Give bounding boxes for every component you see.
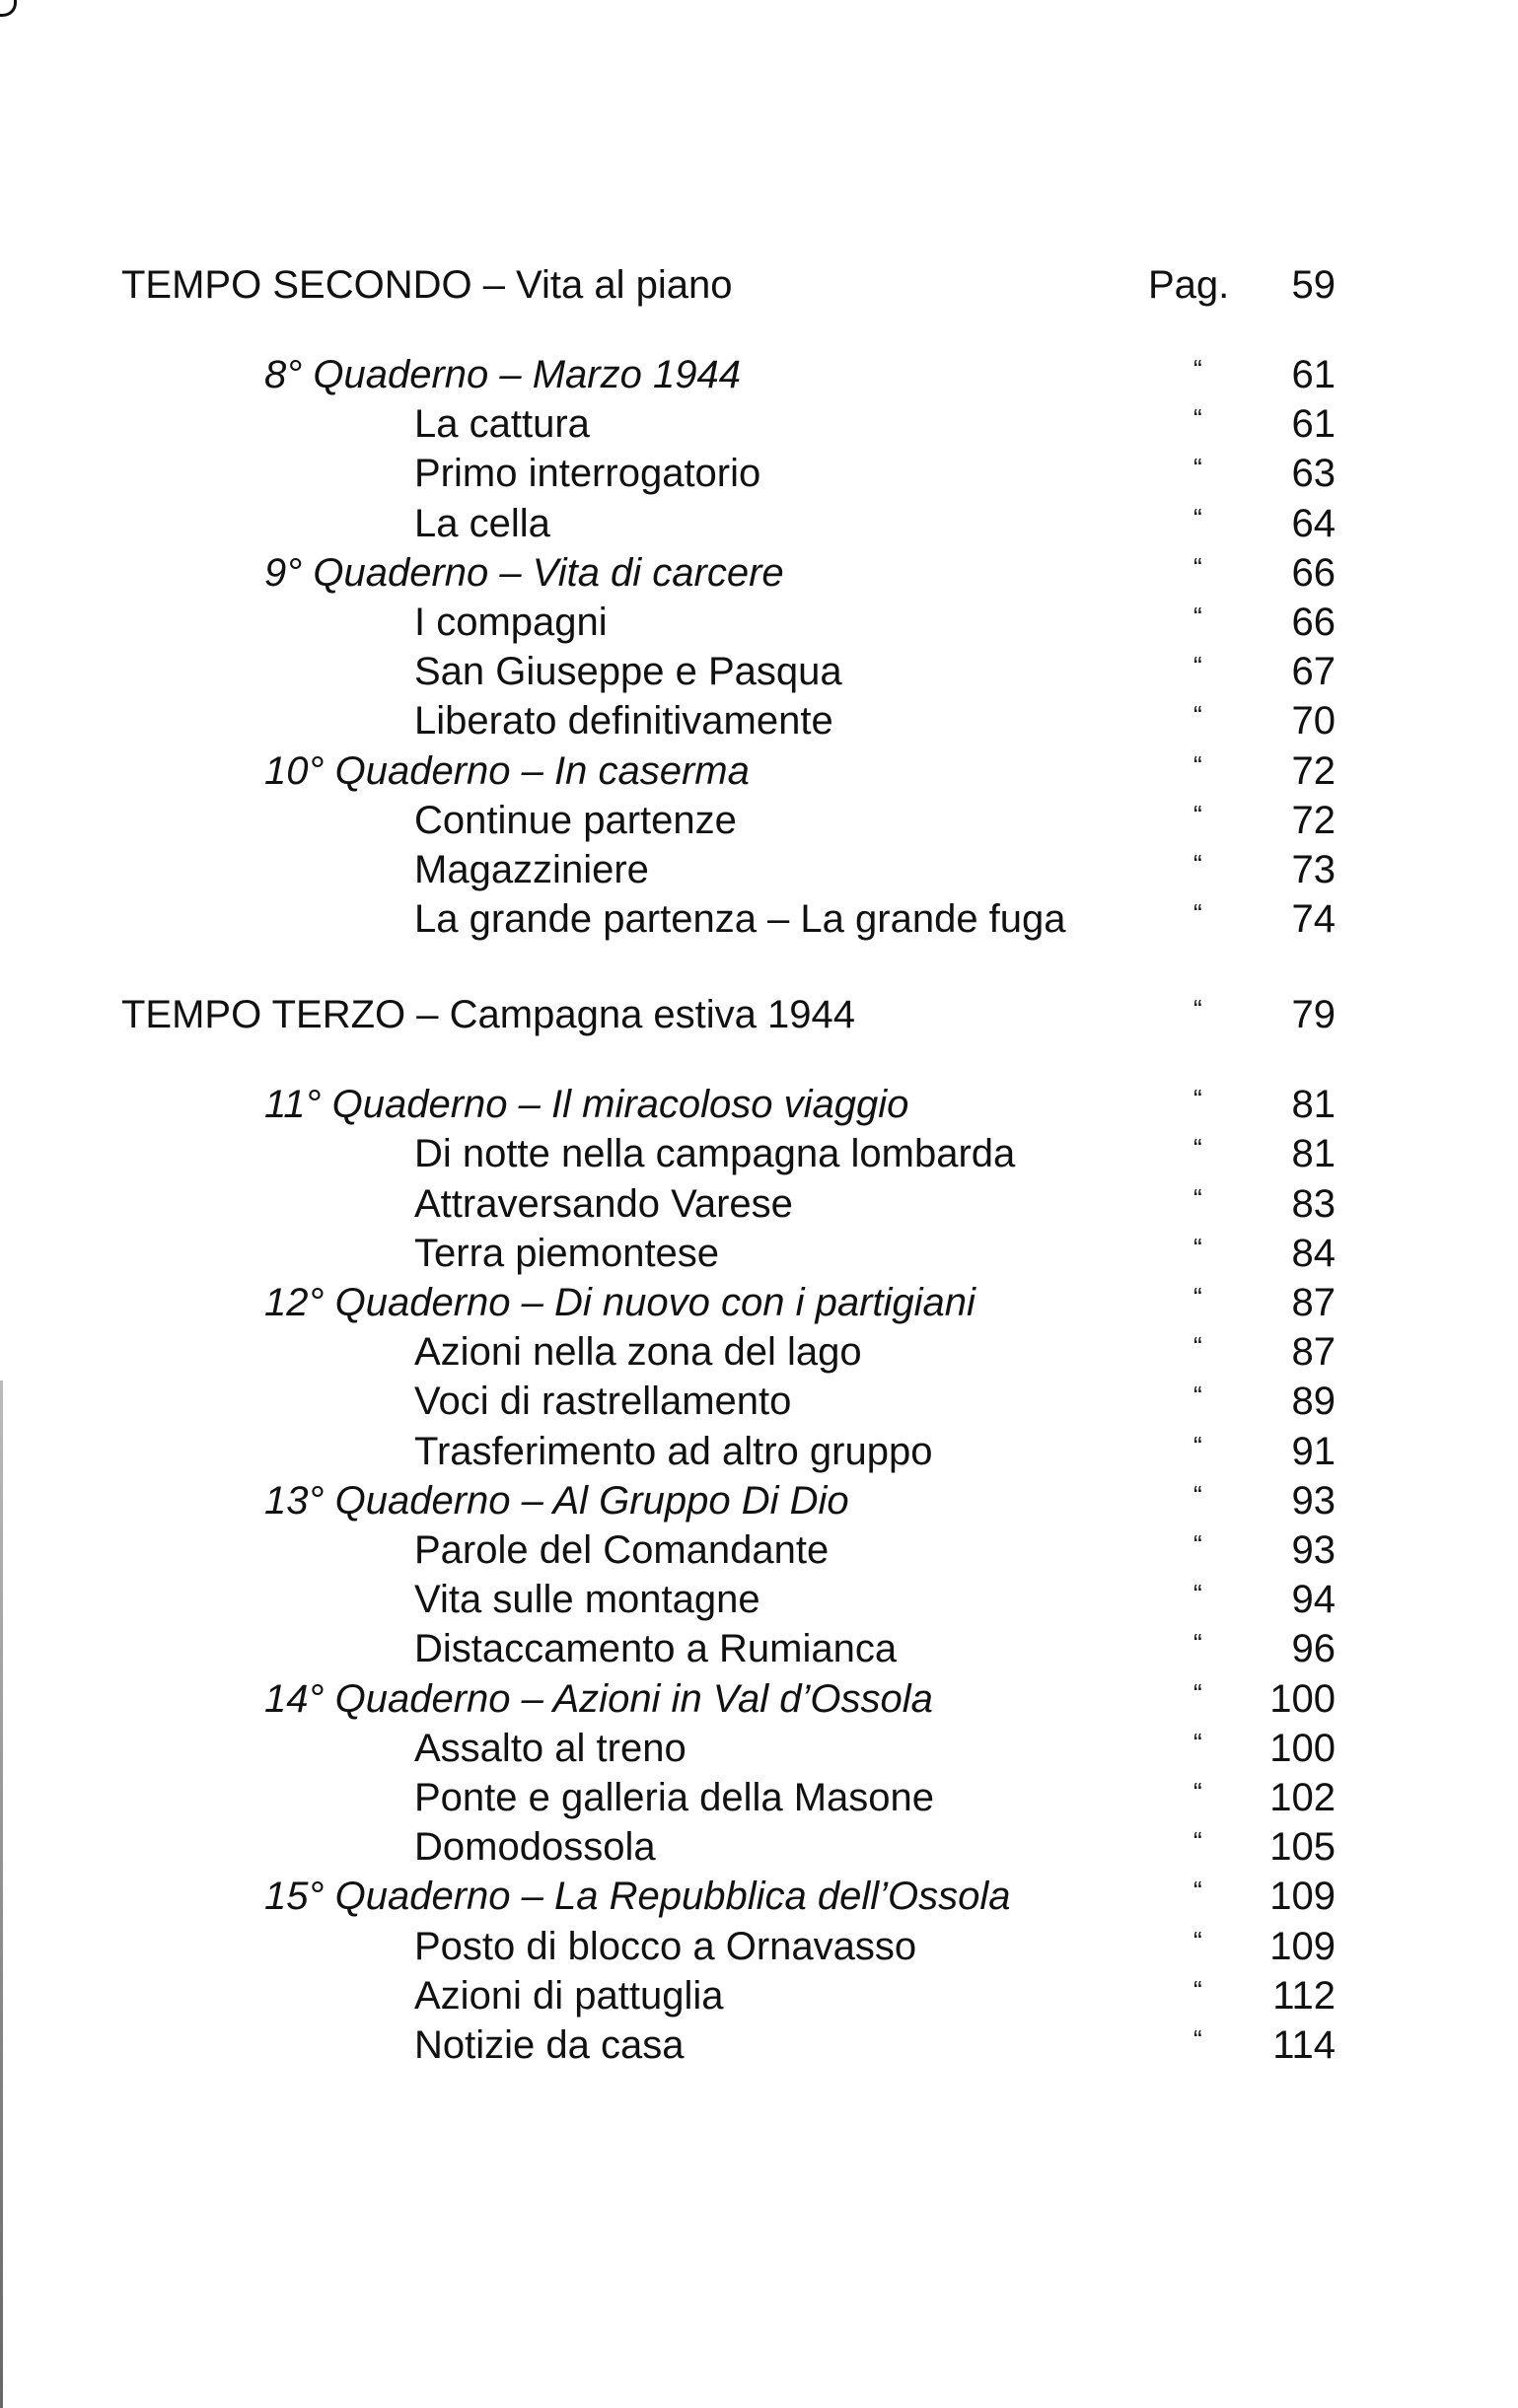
toc-section-entry: [0, 1129, 1518, 1178]
ditto-mark: “: [1193, 1678, 1202, 1708]
toc-page-number: 61: [1291, 402, 1336, 446]
ditto-mark: “: [1193, 651, 1202, 680]
toc-section-entry: [0, 1624, 1518, 1673]
toc-entry-title: 9° Quaderno – Vita di carcere: [264, 551, 784, 595]
toc-section-entry: [0, 1377, 1518, 1426]
page-label: Pag.: [1148, 263, 1230, 307]
toc-page-number: 74: [1291, 897, 1336, 941]
toc-page-number: 112: [1272, 1974, 1336, 2018]
toc-page-number: 114: [1272, 2023, 1336, 2067]
toc-entry-title: San Giuseppe e Pasqua: [414, 650, 842, 693]
toc-entry-title: 13° Quaderno – Al Gruppo Di Dio: [264, 1479, 849, 1523]
toc-section-entry: [0, 1575, 1518, 1624]
toc-entry-title: Azioni di pattuglia: [414, 1974, 724, 2018]
toc-entry-title: Trasferimento ad altro gruppo: [414, 1430, 933, 1473]
toc-entry-title: 10° Quaderno – In caserma: [264, 749, 750, 793]
toc-page-number: 64: [1291, 502, 1336, 545]
toc-entry-title: 14° Quaderno – Azioni in Val d’Ossola: [264, 1677, 933, 1721]
toc-page-number: 81: [1291, 1132, 1336, 1175]
toc-page-number: 70: [1291, 699, 1336, 743]
toc-entry-title: I compagni: [414, 601, 608, 644]
ditto-mark: “: [1193, 1133, 1202, 1163]
toc-section-entry: [0, 1427, 1518, 1476]
toc-chapter-entry: [0, 1674, 1518, 1724]
toc-entry-title: 12° Quaderno – Di nuovo con i partigiani: [264, 1281, 976, 1324]
toc-entry-title: Attraversando Varese: [414, 1182, 793, 1226]
toc-page-number: 105: [1269, 1825, 1336, 1869]
toc-chapter-entry: [0, 1080, 1518, 1129]
toc-section-entry: [0, 1971, 1518, 2020]
ditto-mark: “: [1193, 354, 1202, 384]
toc-entry-title: La grande partenza – La grande fuga: [414, 897, 1066, 941]
toc-entry-title: Posto di blocco a Ornavasso: [414, 1925, 917, 1968]
ditto-mark: “: [1193, 503, 1202, 532]
toc-page-number: 93: [1291, 1479, 1336, 1523]
toc-section-entry: [0, 2020, 1518, 2070]
toc-section-entry: [0, 845, 1518, 894]
toc-page-number: 81: [1291, 1083, 1336, 1126]
ditto-mark: “: [1193, 552, 1202, 582]
toc-page-number: 79: [1291, 993, 1336, 1036]
toc-entry-title: TEMPO TERZO – Campagna estiva 1944: [121, 993, 856, 1036]
toc-section-entry: [0, 1179, 1518, 1229]
toc-page-number: 67: [1291, 650, 1336, 693]
toc-page-number: 102: [1269, 1776, 1336, 1819]
toc-page-number: 84: [1291, 1232, 1336, 1275]
toc-section-entry: [0, 499, 1518, 548]
ditto-mark: “: [1193, 1282, 1202, 1311]
toc-page-number: 94: [1291, 1578, 1336, 1621]
ditto-mark: “: [1193, 1480, 1202, 1510]
toc-part-heading: [0, 260, 1518, 310]
toc-page-number: 89: [1291, 1380, 1336, 1423]
scan-corner-mark: [0, 0, 17, 17]
toc-entry-title: Notizie da casa: [414, 2023, 685, 2067]
toc-entry-title: 15° Quaderno – La Repubblica dell’Ossola: [264, 1875, 1011, 1918]
toc-chapter-entry: [0, 548, 1518, 598]
toc-entry-title: Magazziniere: [414, 848, 649, 891]
toc-page-number: 72: [1291, 799, 1336, 842]
toc-entry-title: Azioni nella zona del lago: [414, 1330, 862, 1374]
ditto-mark: “: [1193, 1728, 1202, 1757]
toc-page-number: 73: [1291, 848, 1336, 891]
ditto-mark: “: [1193, 700, 1202, 730]
toc-page-number: 63: [1291, 452, 1336, 495]
ditto-mark: “: [1193, 994, 1202, 1024]
toc-section-entry: [0, 1724, 1518, 1773]
toc-section-entry: [0, 1773, 1518, 1822]
ditto-mark: “: [1193, 1529, 1202, 1559]
ditto-mark: “: [1193, 1331, 1202, 1361]
ditto-mark: “: [1193, 1381, 1202, 1410]
toc-entry-title: Continue partenze: [414, 799, 737, 842]
toc-section-entry: [0, 696, 1518, 745]
ditto-mark: “: [1193, 1628, 1202, 1658]
toc-page-number: 87: [1291, 1330, 1336, 1374]
ditto-mark: “: [1193, 453, 1202, 482]
toc-page-number: 72: [1291, 749, 1336, 793]
toc-entry-title: Distaccamento a Rumianca: [414, 1627, 898, 1670]
toc-section-entry: [0, 1525, 1518, 1575]
toc-page-number: 59: [1291, 263, 1336, 307]
toc-section-entry: [0, 399, 1518, 449]
toc-page-number: 93: [1291, 1528, 1336, 1572]
toc-page-number: 87: [1291, 1281, 1336, 1324]
toc-section-entry: [0, 894, 1518, 944]
ditto-mark: “: [1193, 1876, 1202, 1905]
toc-page-number: 96: [1291, 1627, 1336, 1670]
ditto-mark: “: [1193, 403, 1202, 433]
toc-section-entry: [0, 1822, 1518, 1872]
ditto-mark: “: [1193, 849, 1202, 879]
toc-section-entry: [0, 647, 1518, 696]
ditto-mark: “: [1193, 1084, 1202, 1113]
toc-page-number: 66: [1291, 551, 1336, 595]
toc-page-number: 91: [1291, 1430, 1336, 1473]
toc-entry-title: TEMPO SECONDO – Vita al piano: [121, 263, 733, 307]
toc-page-number: 66: [1291, 601, 1336, 644]
ditto-mark: “: [1193, 898, 1202, 928]
toc-page-number: 109: [1269, 1875, 1336, 1918]
toc-entry-title: La cattura: [414, 402, 590, 446]
toc-page-number: 100: [1269, 1677, 1336, 1721]
toc-section-entry: [0, 1327, 1518, 1377]
toc-page-number: 83: [1291, 1182, 1336, 1226]
toc-page-number: 109: [1269, 1925, 1336, 1968]
ditto-mark: “: [1193, 1579, 1202, 1608]
toc-chapter-entry: [0, 1278, 1518, 1327]
toc-section-entry: [0, 449, 1518, 498]
toc-entry-title: Voci di rastrellamento: [414, 1380, 792, 1423]
toc-entry-title: Ponte e galleria della Masone: [414, 1776, 935, 1819]
toc-entry-title: La cella: [414, 502, 550, 545]
toc-chapter-entry: [0, 1476, 1518, 1525]
toc-section-entry: [0, 796, 1518, 845]
toc-entry-title: Liberato definitivamente: [414, 699, 833, 743]
ditto-mark: “: [1193, 1233, 1202, 1262]
toc-entry-title: Di notte nella campagna lombarda: [414, 1132, 1016, 1175]
ditto-mark: “: [1193, 1183, 1202, 1213]
toc-section-entry: [0, 1229, 1518, 1278]
ditto-mark: “: [1193, 1975, 1202, 2005]
toc-chapter-entry: [0, 350, 1518, 399]
toc-section-entry: [0, 598, 1518, 647]
ditto-mark: “: [1193, 1777, 1202, 1806]
toc-chapter-entry: [0, 746, 1518, 796]
ditto-mark: “: [1193, 750, 1202, 780]
toc-entry-title: 8° Quaderno – Marzo 1944: [264, 353, 741, 396]
ditto-mark: “: [1193, 1431, 1202, 1460]
toc-entry-title: Assalto al treno: [414, 1727, 687, 1770]
toc-section-entry: [0, 1922, 1518, 1971]
toc-entry-title: Parole del Comandante: [414, 1528, 830, 1572]
toc-entry-title: Domodossola: [414, 1825, 656, 1869]
toc-part-heading: [0, 990, 1518, 1039]
toc-entry-title: Primo interrogatorio: [414, 452, 761, 495]
ditto-mark: “: [1193, 800, 1202, 829]
toc-entry-title: Vita sulle montagne: [414, 1578, 760, 1621]
toc-page-number: 100: [1269, 1727, 1336, 1770]
ditto-mark: “: [1193, 1826, 1202, 1856]
toc-entry-title: Terra piemontese: [414, 1232, 720, 1275]
toc-chapter-entry: [0, 1872, 1518, 1921]
toc-entry-title: 11° Quaderno – Il miracoloso viaggio: [264, 1083, 909, 1126]
toc-page-number: 61: [1291, 353, 1336, 396]
ditto-mark: “: [1193, 1926, 1202, 1955]
ditto-mark: “: [1193, 602, 1202, 631]
ditto-mark: “: [1193, 2024, 1202, 2054]
